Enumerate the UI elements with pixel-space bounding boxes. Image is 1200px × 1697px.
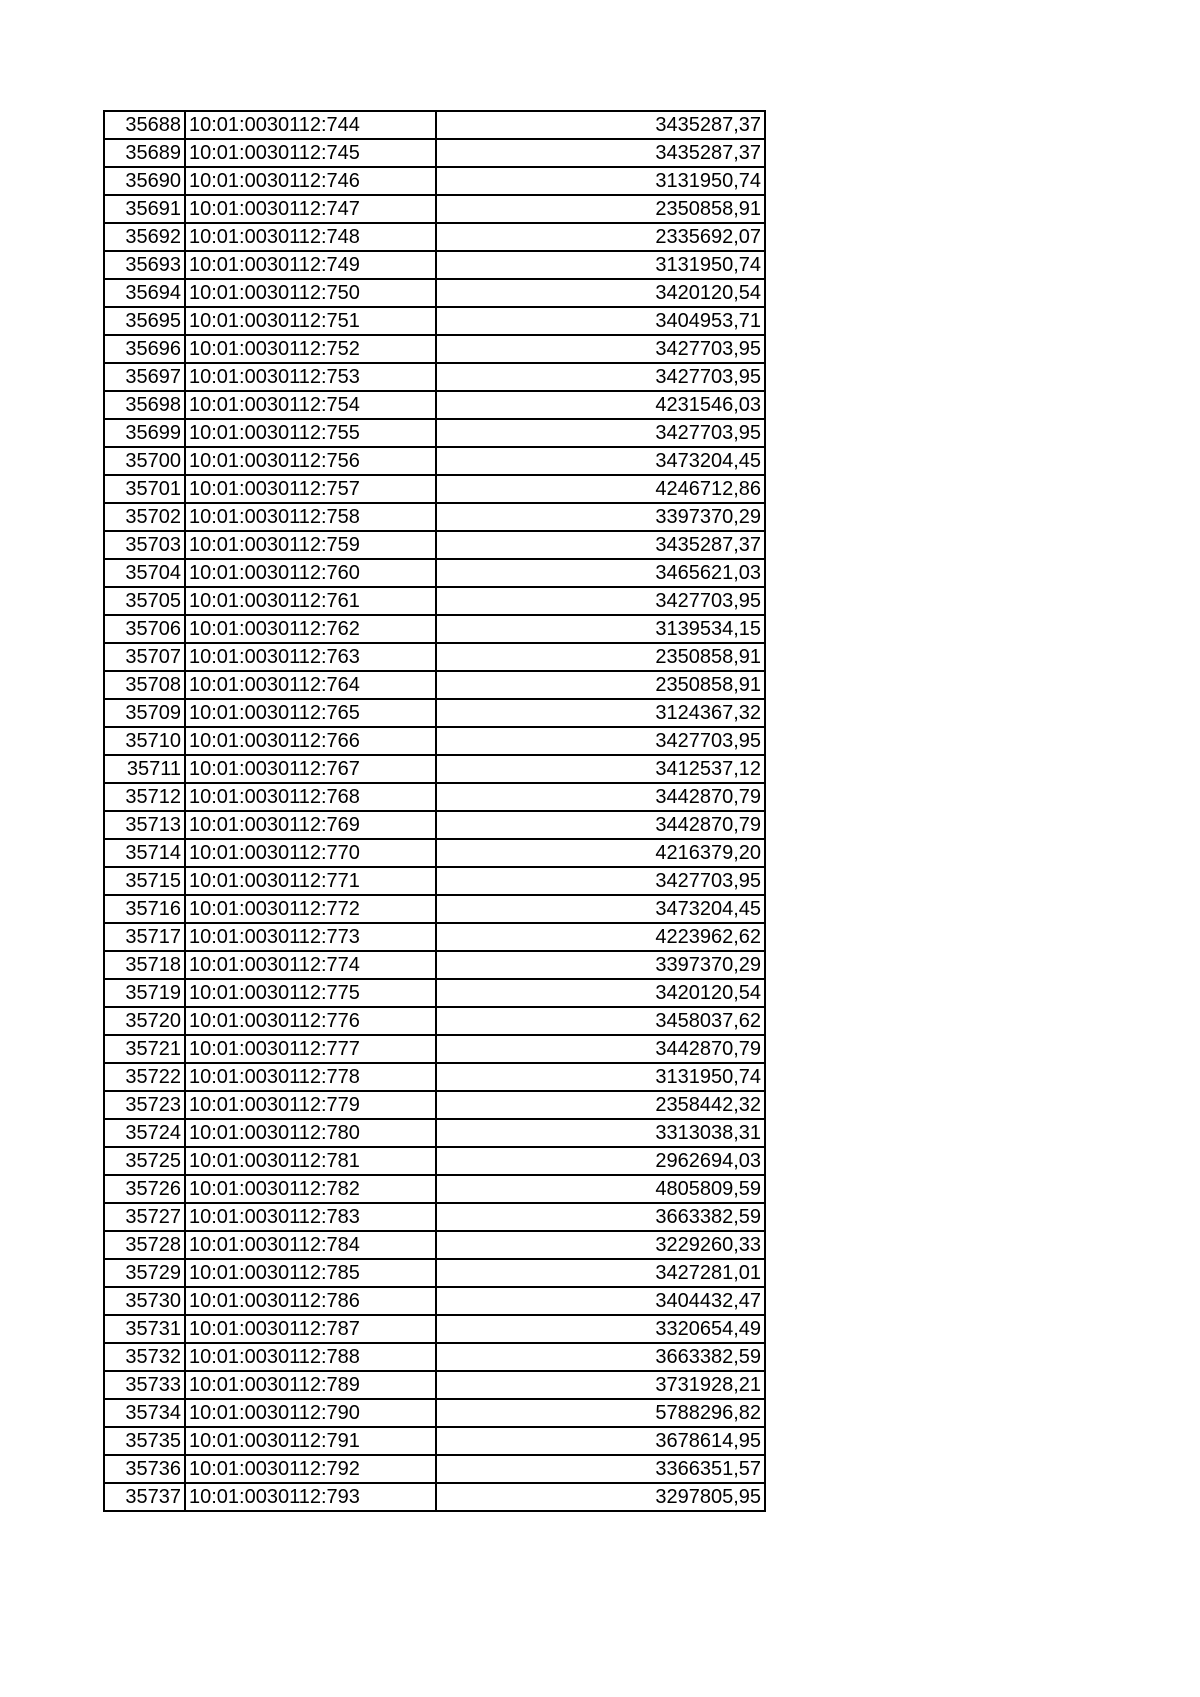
value-cell: 2358442,32 [436,1091,765,1119]
table-row [104,951,765,979]
value-cell: 3442870,79 [436,783,765,811]
value-cell: 4231546,03 [436,391,765,419]
cadastral-number-cell: 10:01:0030112:787 [185,1315,436,1343]
value-cell: 3131950,74 [436,167,765,195]
table-row [104,363,765,391]
value-cell: 3420120,54 [436,979,765,1007]
value-cell: 3435287,37 [436,111,765,139]
cadastral-number-cell: 10:01:0030112:789 [185,1371,436,1399]
cadastral-number-cell: 10:01:0030112:747 [185,195,436,223]
value-cell: 3458037,62 [436,1007,765,1035]
table-row [104,1035,765,1063]
table-row [104,895,765,923]
value-cell: 3320654,49 [436,1315,765,1343]
value-cell: 3397370,29 [436,503,765,531]
table-row [104,195,765,223]
value-cell: 3420120,54 [436,279,765,307]
table-row [104,1203,765,1231]
value-cell: 3442870,79 [436,1035,765,1063]
value-cell: 3404432,47 [436,1287,765,1315]
value-cell: 3229260,33 [436,1231,765,1259]
row-number-cell: 35695 [104,307,185,335]
cadastral-number-cell: 10:01:0030112:783 [185,1203,436,1231]
cadastral-number-cell: 10:01:0030112:748 [185,223,436,251]
row-number-cell: 35706 [104,615,185,643]
row-number-cell: 35708 [104,671,185,699]
table-row [104,167,765,195]
cadastral-number-cell: 10:01:0030112:784 [185,1231,436,1259]
row-number-cell: 35734 [104,1399,185,1427]
table-body [104,111,765,1511]
table-row [104,699,765,727]
value-cell: 2962694,03 [436,1147,765,1175]
row-number-cell: 35725 [104,1147,185,1175]
cadastral-number-cell: 10:01:0030112:767 [185,755,436,783]
row-number-cell: 35698 [104,391,185,419]
cadastral-number-cell: 10:01:0030112:777 [185,1035,436,1063]
cadastral-number-cell: 10:01:0030112:766 [185,727,436,755]
table-row [104,1259,765,1287]
row-number-cell: 35735 [104,1427,185,1455]
value-cell: 3397370,29 [436,951,765,979]
value-cell: 2335692,07 [436,223,765,251]
row-number-cell: 35719 [104,979,185,1007]
cadastral-number-cell: 10:01:0030112:749 [185,251,436,279]
value-cell: 3731928,21 [436,1371,765,1399]
cadastral-number-cell: 10:01:0030112:770 [185,839,436,867]
table-row [104,251,765,279]
value-cell: 4216379,20 [436,839,765,867]
table-row [104,1371,765,1399]
row-number-cell: 35716 [104,895,185,923]
cadastral-number-cell: 10:01:0030112:758 [185,503,436,531]
table-row [104,1427,765,1455]
value-cell: 4805809,59 [436,1175,765,1203]
row-number-cell: 35699 [104,419,185,447]
table-row [104,587,765,615]
table-row [104,559,765,587]
cadastral-number-cell: 10:01:0030112:785 [185,1259,436,1287]
table-row [104,1399,765,1427]
table-row [104,1091,765,1119]
cadastral-number-cell: 10:01:0030112:791 [185,1427,436,1455]
cadastral-number-cell: 10:01:0030112:781 [185,1147,436,1175]
value-cell: 3427703,95 [436,867,765,895]
cadastral-number-cell: 10:01:0030112:756 [185,447,436,475]
cadastral-number-cell: 10:01:0030112:790 [185,1399,436,1427]
value-cell: 2350858,91 [436,643,765,671]
value-cell: 3131950,74 [436,1063,765,1091]
table-row [104,447,765,475]
row-number-cell: 35702 [104,503,185,531]
cadastral-number-cell: 10:01:0030112:759 [185,531,436,559]
row-number-cell: 35733 [104,1371,185,1399]
table-row [104,755,765,783]
row-number-cell: 35710 [104,727,185,755]
row-number-cell: 35737 [104,1483,185,1511]
row-number-cell: 35715 [104,867,185,895]
row-number-cell: 35713 [104,811,185,839]
value-cell: 3678614,95 [436,1427,765,1455]
table-row [104,727,765,755]
cadastral-number-cell: 10:01:0030112:762 [185,615,436,643]
cadastral-number-cell: 10:01:0030112:751 [185,307,436,335]
value-cell: 3442870,79 [436,811,765,839]
table-row [104,307,765,335]
row-number-cell: 35721 [104,1035,185,1063]
data-table [103,110,766,1512]
table-row [104,643,765,671]
cadastral-number-cell: 10:01:0030112:750 [185,279,436,307]
row-number-cell: 35726 [104,1175,185,1203]
value-cell: 3427703,95 [436,727,765,755]
cadastral-number-cell: 10:01:0030112:764 [185,671,436,699]
cadastral-number-cell: 10:01:0030112:745 [185,139,436,167]
table-row [104,1343,765,1371]
cadastral-number-cell: 10:01:0030112:772 [185,895,436,923]
row-number-cell: 35693 [104,251,185,279]
value-cell: 3465621,03 [436,559,765,587]
row-number-cell: 35711 [104,755,185,783]
table-row [104,503,765,531]
value-cell: 3427703,95 [436,363,765,391]
row-number-cell: 35691 [104,195,185,223]
cadastral-number-cell: 10:01:0030112:760 [185,559,436,587]
value-cell: 5788296,82 [436,1399,765,1427]
value-cell: 3473204,45 [436,895,765,923]
cadastral-number-cell: 10:01:0030112:768 [185,783,436,811]
table-row [104,1175,765,1203]
cadastral-number-cell: 10:01:0030112:753 [185,363,436,391]
cadastral-number-cell: 10:01:0030112:754 [185,391,436,419]
value-cell: 3297805,95 [436,1483,765,1511]
row-number-cell: 35724 [104,1119,185,1147]
row-number-cell: 35700 [104,447,185,475]
value-cell: 2350858,91 [436,671,765,699]
table-row [104,1483,765,1511]
cadastral-number-cell: 10:01:0030112:773 [185,923,436,951]
row-number-cell: 35728 [104,1231,185,1259]
value-cell: 3663382,59 [436,1343,765,1371]
table-row [104,1119,765,1147]
cadastral-number-cell: 10:01:0030112:744 [185,111,436,139]
cadastral-number-cell: 10:01:0030112:774 [185,951,436,979]
value-cell: 3427281,01 [436,1259,765,1287]
value-cell: 3313038,31 [436,1119,765,1147]
table-row [104,1147,765,1175]
cadastral-number-cell: 10:01:0030112:775 [185,979,436,1007]
table-row [104,335,765,363]
table-row [104,615,765,643]
cadastral-number-cell: 10:01:0030112:788 [185,1343,436,1371]
cadastral-number-cell: 10:01:0030112:782 [185,1175,436,1203]
table-row [104,223,765,251]
value-cell: 3139534,15 [436,615,765,643]
table-row [104,475,765,503]
value-cell: 3131950,74 [436,251,765,279]
table-row [104,1455,765,1483]
value-cell: 3366351,57 [436,1455,765,1483]
row-number-cell: 35712 [104,783,185,811]
cadastral-number-cell: 10:01:0030112:769 [185,811,436,839]
table-row [104,1007,765,1035]
row-number-cell: 35703 [104,531,185,559]
cadastral-number-cell: 10:01:0030112:746 [185,167,436,195]
row-number-cell: 35705 [104,587,185,615]
table-row [104,1063,765,1091]
value-cell: 3427703,95 [436,587,765,615]
table-row [104,1315,765,1343]
cadastral-number-cell: 10:01:0030112:786 [185,1287,436,1315]
row-number-cell: 35732 [104,1343,185,1371]
table-row [104,111,765,139]
value-cell: 3435287,37 [436,139,765,167]
cadastral-number-cell: 10:01:0030112:778 [185,1063,436,1091]
cadastral-number-cell: 10:01:0030112:763 [185,643,436,671]
table-row [104,923,765,951]
value-cell: 3427703,95 [436,335,765,363]
row-number-cell: 35701 [104,475,185,503]
cadastral-number-cell: 10:01:0030112:761 [185,587,436,615]
row-number-cell: 35722 [104,1063,185,1091]
row-number-cell: 35704 [104,559,185,587]
table-row [104,139,765,167]
table-row [104,979,765,1007]
row-number-cell: 35720 [104,1007,185,1035]
value-cell: 3404953,71 [436,307,765,335]
cadastral-number-cell: 10:01:0030112:793 [185,1483,436,1511]
row-number-cell: 35697 [104,363,185,391]
cadastral-number-cell: 10:01:0030112:757 [185,475,436,503]
table-row [104,419,765,447]
table-row [104,783,765,811]
value-cell: 3663382,59 [436,1203,765,1231]
row-number-cell: 35714 [104,839,185,867]
cadastral-number-cell: 10:01:0030112:752 [185,335,436,363]
cadastral-number-cell: 10:01:0030112:779 [185,1091,436,1119]
row-number-cell: 35718 [104,951,185,979]
table-row [104,279,765,307]
value-cell: 3412537,12 [436,755,765,783]
row-number-cell: 35694 [104,279,185,307]
row-number-cell: 35689 [104,139,185,167]
row-number-cell: 35690 [104,167,185,195]
value-cell: 2350858,91 [436,195,765,223]
cadastral-number-cell: 10:01:0030112:771 [185,867,436,895]
row-number-cell: 35731 [104,1315,185,1343]
cadastral-number-cell: 10:01:0030112:755 [185,419,436,447]
row-number-cell: 35729 [104,1259,185,1287]
cadastral-number-cell: 10:01:0030112:765 [185,699,436,727]
table-row [104,1287,765,1315]
table-row [104,391,765,419]
row-number-cell: 35717 [104,923,185,951]
row-number-cell: 35707 [104,643,185,671]
cadastral-number-cell: 10:01:0030112:792 [185,1455,436,1483]
value-cell: 4246712,86 [436,475,765,503]
row-number-cell: 35688 [104,111,185,139]
row-number-cell: 35736 [104,1455,185,1483]
value-cell: 3473204,45 [436,447,765,475]
cadastral-number-cell: 10:01:0030112:776 [185,1007,436,1035]
table-row [104,1231,765,1259]
row-number-cell: 35709 [104,699,185,727]
row-number-cell: 35727 [104,1203,185,1231]
table-row [104,531,765,559]
value-cell: 4223962,62 [436,923,765,951]
row-number-cell: 35730 [104,1287,185,1315]
value-cell: 3427703,95 [436,419,765,447]
value-cell: 3124367,32 [436,699,765,727]
table-row [104,839,765,867]
table-row [104,867,765,895]
row-number-cell: 35696 [104,335,185,363]
table-row [104,671,765,699]
row-number-cell: 35723 [104,1091,185,1119]
value-cell: 3435287,37 [436,531,765,559]
cadastral-number-cell: 10:01:0030112:780 [185,1119,436,1147]
table-row [104,811,765,839]
row-number-cell: 35692 [104,223,185,251]
